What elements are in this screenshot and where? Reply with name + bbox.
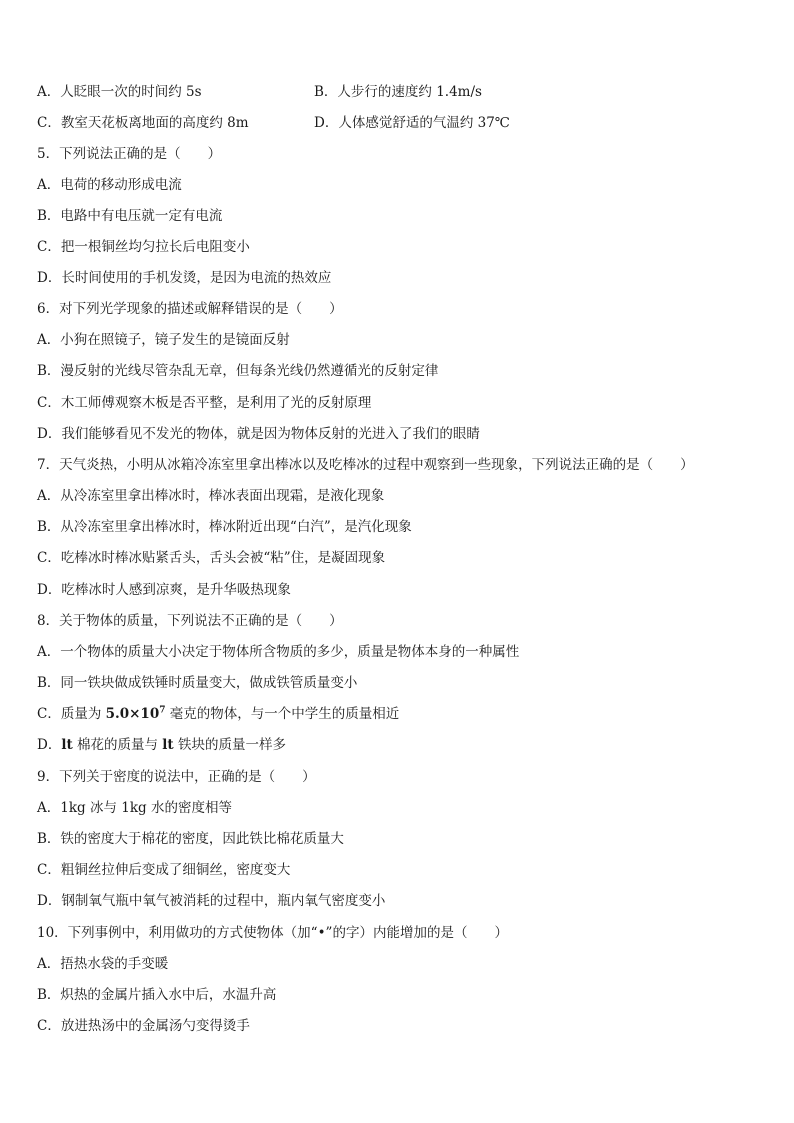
q10-option-c: C．放进热汤中的金属汤勺变得烫手	[37, 1018, 250, 1034]
q8-option-d	[37, 736, 286, 754]
q9-option-b: B．铁的密度大于棉花的密度，因此铁比棉花质量大	[37, 831, 344, 847]
q5-option-c: C．把一根铜丝均匀拉长后电阻变小	[37, 239, 250, 255]
q5-option-b: B．电路中有电压就一定有电流	[37, 208, 223, 224]
q8-option-d-prefix: D．	[37, 737, 62, 753]
q8-option-d-suffix: 铁块的质量一样多	[173, 737, 286, 753]
q6-option-b: B．漫反射的光线尽管杂乱无章，但每条光线仍然遵循光的反射定律	[37, 363, 439, 379]
q5-stem: 5．下列说法正确的是（ ）	[37, 146, 222, 162]
q4-option-a: A．人眨眼一次的时间约 5s	[37, 84, 202, 100]
q5-option-d: D．长时间使用的手机发烫，是因为电流的热效应	[37, 270, 332, 286]
q6-option-a: A．小狗在照镜子，镜子发生的是镜面反射	[37, 332, 290, 348]
q7-option-b: B．从冷冻室里拿出棒冰时，棒冰附近出现“白汽”，是汽化现象	[37, 519, 412, 535]
q9-stem: 9．下列关于密度的说法中，正确的是（ ）	[37, 769, 316, 785]
q8-option-d-middle: 棉花的质量与	[72, 737, 163, 753]
q8-option-c	[37, 705, 399, 723]
q9-option-d: D．钢制氧气瓶中氧气被消耗的过程中，瓶内氧气密度变小	[37, 893, 386, 909]
q6-stem: 6．对下列光学现象的描述或解释错误的是（ ）	[37, 301, 343, 317]
q7-option-a: A．从冷冻室里拿出棒冰时，棒冰表面出现霜，是液化现象	[37, 488, 385, 504]
q10-option-a: A．捂热水袋的手变暖	[37, 956, 169, 972]
q10-option-b: B．炽热的金属片插入水中后，水温升高	[37, 987, 277, 1003]
q9-option-c: C．粗铜丝拉伸后变成了细铜丝，密度变大	[37, 862, 291, 878]
q4-option-b: B．人步行的速度约 1.4m/s	[314, 84, 482, 100]
q7-option-d: D．吃棒冰时人感到凉爽，是升华吸热现象	[37, 582, 291, 598]
q8-option-c-suffix: 毫克的物体，与一个中学生的质量相近	[165, 706, 400, 722]
q6-option-c: C．木工师傅观察木板是否平整，是利用了光的反射原理	[37, 395, 372, 411]
q8-option-c-value: 5.0×10	[105, 706, 160, 722]
q9-option-a: A．1kg 冰与 1kg 水的密度相等	[37, 800, 232, 816]
q8-option-a: A．一个物体的质量大小决定于物体所含物质的多少，质量是物体本身的一种属性	[37, 644, 520, 660]
q7-stem: 7．天气炎热，小明从冰箱冷冻室里拿出棒冰以及吃棒冰的过程中观察到一些现象，下列说法正确的是（ ）	[37, 457, 694, 473]
q5-option-a: A．电荷的移动形成电流	[37, 177, 182, 193]
q4-option-d: D．人体感觉舒适的气温约 37℃	[314, 115, 510, 131]
q10-stem: 10．下列事例中，利用做功的方式使物体（加“•”的字）内能增加的是（ ）	[37, 925, 508, 941]
q6-option-d: D．我们能够看见不发光的物体，就是因为物体反射的光进入了我们的眼睛	[37, 426, 480, 442]
q7-option-c: C．吃棒冰时棒冰贴紧舌头，舌头会被“粘”住，是凝固现象	[37, 550, 386, 566]
q8-option-c-exponent: 7	[159, 705, 166, 716]
q4-option-c: C．教室天花板离地面的高度约 8m	[37, 115, 249, 131]
q8-option-d-unit-2: lt	[162, 737, 174, 753]
q8-stem: 8．关于物体的质量，下列说法不正确的是（ ）	[37, 613, 343, 629]
q8-option-b: B．同一铁块做成铁锤时质量变大，做成铁管质量变小	[37, 675, 358, 691]
q8-option-d-unit-1: lt	[61, 737, 73, 753]
q8-option-c-prefix: C．质量为	[37, 706, 106, 722]
